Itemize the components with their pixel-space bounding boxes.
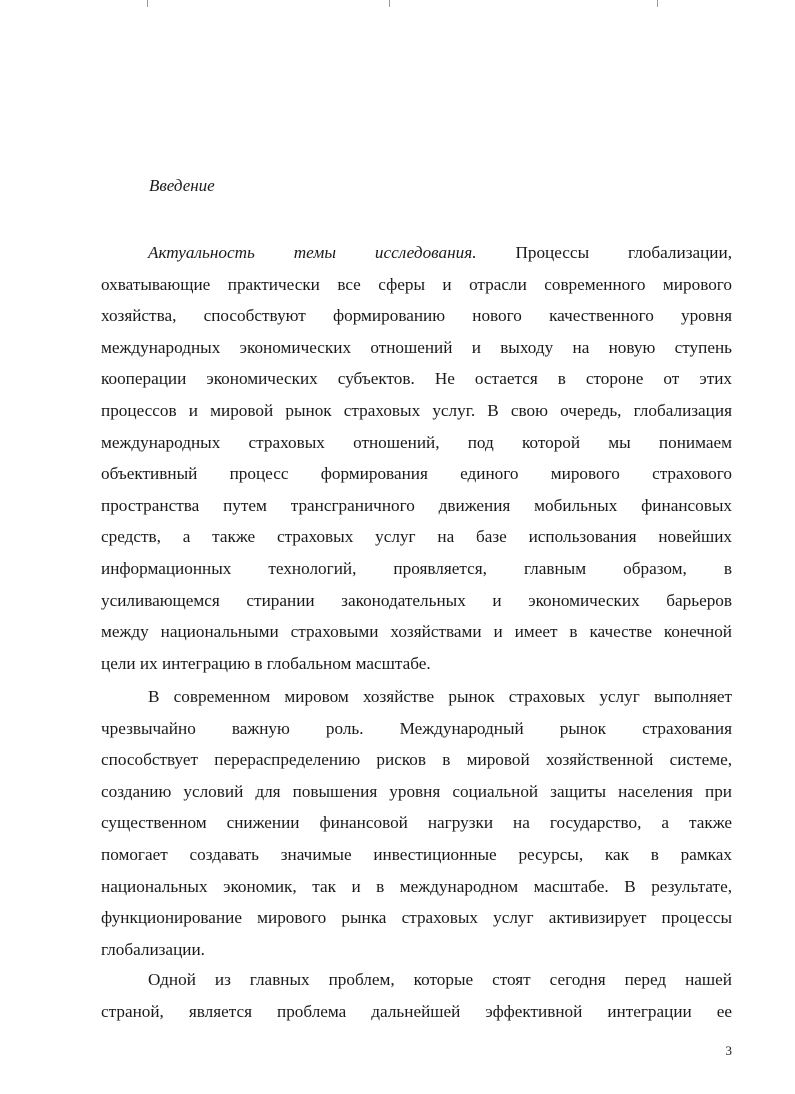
paragraph-line: цели их интеграцию в глобальном масштабе. (101, 653, 431, 673)
paragraph-line: чрезвычайно важную роль. Международный рынок страхования (101, 718, 732, 738)
paragraph-line: В современном мировом хозяйстве рынок страховых услуг выполняет (148, 687, 732, 706)
paragraph-line: хозяйства, способствуют формированию нового качественного уровня (101, 306, 732, 326)
paragraph-problem (101, 964, 732, 1027)
paragraph-line: процессов и мировой рынок страховых услуг. В свою очередь, глобализация (101, 400, 732, 420)
paragraph-line: кооперации экономических субъектов. Не остается в стороне от этих (101, 369, 732, 389)
section-heading: Введение (149, 176, 215, 195)
paragraph-line: Актуальность темы исследования. Процессы глобализации, (148, 243, 732, 262)
paragraph-line: созданию условий для повышения уровня социальной защиты населения при (101, 781, 732, 801)
scan-mark (657, 0, 658, 7)
paragraph-line: пространства путем трансграничного движения мобильных финансовых (101, 495, 732, 515)
paragraph-line: глобализации. (101, 939, 205, 959)
paragraph-line: средств, а также страховых услуг на базе использования новейших (101, 527, 732, 547)
paragraph-line: страной, является проблема дальнейшей эффективной интеграции ее (101, 1001, 732, 1021)
paragraph-line: Одной из главных проблем, которые стоят сегодня перед нашей (148, 970, 732, 989)
paragraph-line: национальных экономик, так и в международном масштабе. В результате, (101, 876, 732, 896)
paragraph-line: международных экономических отношений и выходу на новую ступень (101, 337, 732, 357)
paragraph-line: способствует перераспределению рисков в мировой хозяйственной системе, (101, 750, 732, 770)
relevance-lead: Актуальность темы исследования. (148, 243, 477, 262)
paragraph-line: информационных технологий, проявляется, главным образом, в (101, 558, 732, 578)
paragraph-line: помогает создавать значимые инвестиционные ресурсы, как в рамках (101, 844, 732, 864)
paragraph-line: международных страховых отношений, под которой мы понимаем (101, 432, 732, 452)
paragraph-line: охватывающие практически все сферы и отрасли современного мирового (101, 274, 732, 294)
paragraph-line: усиливающемся стирании законодательных и экономических барьеров (101, 590, 732, 610)
paragraph-line: между национальными страховыми хозяйствами и имеет в качестве конечной (101, 622, 732, 642)
page-number: 3 (725, 1043, 732, 1058)
paragraph-relevance (101, 237, 732, 679)
paragraph-role (101, 681, 732, 965)
paragraph-line: функционирование мирового рынка страховых услуг активизирует процессы (101, 908, 732, 928)
scan-mark (147, 0, 148, 7)
paragraph-line: объективный процесс формирования единого мирового страхового (101, 464, 732, 484)
scan-mark (389, 0, 390, 7)
paragraph-line: существенном снижении финансовой нагрузки на государство, а также (101, 813, 732, 833)
